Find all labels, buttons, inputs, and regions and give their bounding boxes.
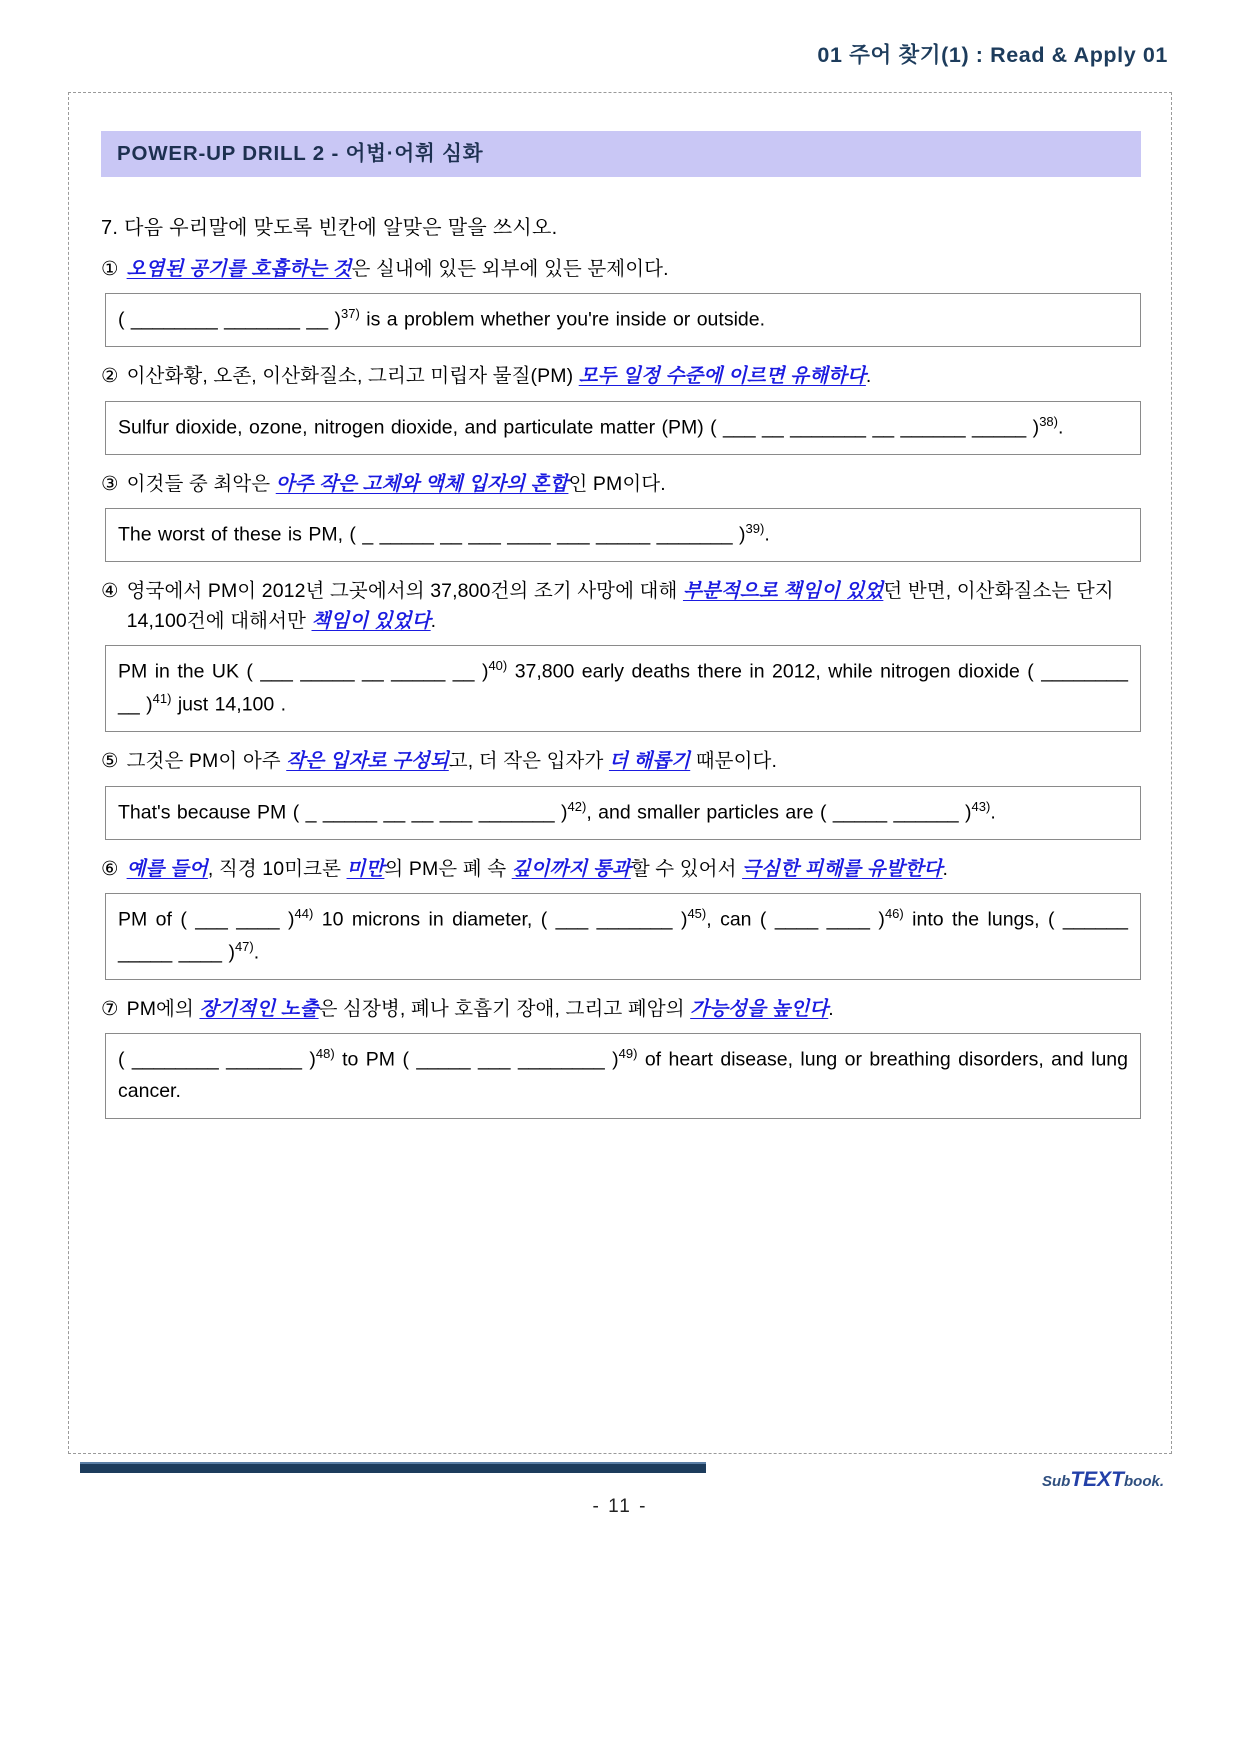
item-korean-3 (127, 469, 1141, 499)
answer-box-7[interactable]: ( ________ _______ )$^{48)}$ to PM ( _____ ___ ________ )$^{49)}$ of heart disease, lung or breathing disorders, and lung cancer. (105, 1033, 1141, 1119)
item-korean-pre-4: 영국에서 PM이 2012년 그곳에서의 37,800건의 조기 사망에 대해 (126, 579, 683, 602)
item-marker-6: ⑥ (101, 857, 119, 880)
logo-x: X (1097, 1468, 1112, 1491)
item-korean-4 (127, 576, 1141, 636)
item-marker-5: ⑤ (101, 750, 119, 773)
item-korean-pre-5: 그것은 PM이 아주 (126, 750, 287, 773)
answer-box-5[interactable]: That's because PM ( _ _____ __ __ ___ _______ )$^{42)}$, and smaller particles are ( _____ ______ )$^{43)}$. (105, 786, 1141, 840)
item-korean-mid-4: 던 반면, 이산화질소는 단지 14,100건에 대해서만 (126, 579, 1114, 633)
exercise-item-7 (101, 994, 1141, 1119)
answer-box-1[interactable]: ( ________ _______ __ )$^{37)}$ is a problem whether you're inside or outside. (105, 293, 1141, 347)
logo-book: book. (1124, 1473, 1164, 1490)
answer-box-4[interactable]: PM in the UK ( ___ _____ __ _____ __ )$^{40)}$ 37,800 early deaths there in 2012, while nitrogen dioxide ( ________ __ )$^{41)}$ just 14,100 . (105, 645, 1141, 732)
exercise-item-6 (101, 854, 1141, 980)
exercise-item-4 (101, 576, 1141, 733)
page-number: - 11 - (592, 1496, 648, 1517)
item-korean-pre-2: 이산화황, 오존, 이산화질소, 그리고 미립자 물질(PM) (126, 365, 579, 388)
content-inner (101, 131, 1141, 1119)
item-prompt-1 (101, 254, 1141, 284)
drill-banner: POWER-UP DRILL 2 - 어법·어휘 심화 (101, 131, 1141, 177)
item-korean-mid-7: 은 심장병, 폐나 호흡기 장애, 그리고 폐암의 (318, 998, 691, 1021)
item-korean-post-3: 인 PM이다. (568, 472, 666, 495)
item-highlight-5b: 더 해롭기 (608, 750, 691, 773)
exercise-item-5 (101, 746, 1141, 839)
item-highlight-6b: 미만 (346, 857, 385, 880)
item-korean-pre-3: 이것들 중 최악은 (126, 472, 276, 495)
logo-t1: T (1070, 1468, 1084, 1491)
item-marker-3: ③ (101, 472, 119, 495)
item-korean-6 (127, 854, 1141, 884)
exercise-item-3 (101, 469, 1141, 562)
exercise-item-1 (101, 254, 1141, 347)
logo-sub: Sub (1041, 1473, 1071, 1490)
item-highlight-1: 오염된 공기를 호흡하는 것 (126, 258, 352, 280)
item-highlight-4a: 부분적으로 책임이 있었 (682, 579, 884, 602)
item-korean-1 (127, 254, 1141, 284)
item-highlight-2: 모두 일정 수준에 이르면 유해하다 (578, 365, 866, 388)
item-marker-7: ⑦ (101, 998, 119, 1021)
item-highlight-5a: 작은 입자로 구성되 (286, 750, 449, 773)
item-prompt-5 (101, 746, 1141, 776)
item-highlight-3: 아주 작은 고체와 액체 입자의 혼합 (275, 472, 569, 495)
item-highlight-7a: 장기적인 노출 (199, 998, 319, 1021)
item-korean-post-2: . (865, 365, 872, 388)
item-prompt-2 (101, 361, 1141, 391)
item-korean-7 (127, 994, 1141, 1024)
question-stem: 7. 다음 우리말에 맞도록 빈칸에 알맞은 말을 쓰시오. (101, 217, 558, 239)
item-korean-pre-7: PM에의 (126, 998, 200, 1021)
page-header-title: 01 주어 찾기(1) : Read & Apply 01 (817, 43, 1168, 67)
logo-t2: T (1111, 1468, 1124, 1491)
item-prompt-6 (101, 854, 1141, 884)
item-highlight-7b: 가능성을 높인다 (690, 998, 829, 1021)
logo-e: E (1083, 1468, 1098, 1491)
item-prompt-7 (101, 994, 1141, 1024)
item-korean-post-6: . (942, 857, 949, 880)
item-prompt-3 (101, 469, 1141, 499)
exercise-item-2 (101, 361, 1141, 454)
answer-box-6[interactable]: PM of ( ___ ____ )$^{44)}$ 10 microns in diameter, ( ___ _______ )$^{45)}$, can ( ____ ____ )$^{46)}$ into the lungs, ( ______ _____ ____ )$^{47)}$. (105, 893, 1141, 980)
item-korean-mid-6c: 할 수 있어서 (630, 857, 743, 880)
footer-logo (1042, 1468, 1164, 1492)
item-highlight-6d: 극심한 피해를 유발한다 (742, 857, 943, 880)
item-highlight-6c: 깊이까지 통과 (511, 857, 631, 880)
item-korean-5 (127, 746, 1141, 776)
item-marker-2: ② (101, 365, 119, 388)
item-korean-2 (127, 361, 1141, 391)
footer-rule (80, 1462, 706, 1473)
item-highlight-6a: 예를 들어 (126, 857, 208, 880)
item-korean-post-7: . (828, 998, 834, 1021)
answer-box-2[interactable]: Sulfur dioxide, ozone, nitrogen dioxide, and particulate matter (PM) ( ___ __ _______ __ ______ _____ )$^{38)}$. (105, 401, 1141, 455)
item-korean-mid-6a: , 직경 10미크론 (207, 857, 347, 880)
item-highlight-4b: 책임이 있었다 (311, 610, 431, 633)
item-prompt-4 (101, 576, 1141, 636)
content-frame (68, 92, 1172, 1454)
item-korean-mid-5: 고, 더 작은 입자가 (448, 750, 609, 773)
item-marker-4: ④ (101, 579, 119, 602)
answer-box-3[interactable]: The worst of these is PM, ( _ _____ __ ___ ____ ___ _____ _______ )$^{39)}$. (105, 508, 1141, 562)
item-korean-post-5: 때문이다. (690, 750, 778, 773)
item-korean-post-1: 은 실내에 있든 외부에 있든 문제이다. (351, 258, 669, 280)
item-korean-mid-6b: 의 PM은 폐 속 (384, 857, 512, 880)
item-korean-post-4: . (430, 610, 437, 633)
item-marker-1: ① (101, 258, 119, 280)
